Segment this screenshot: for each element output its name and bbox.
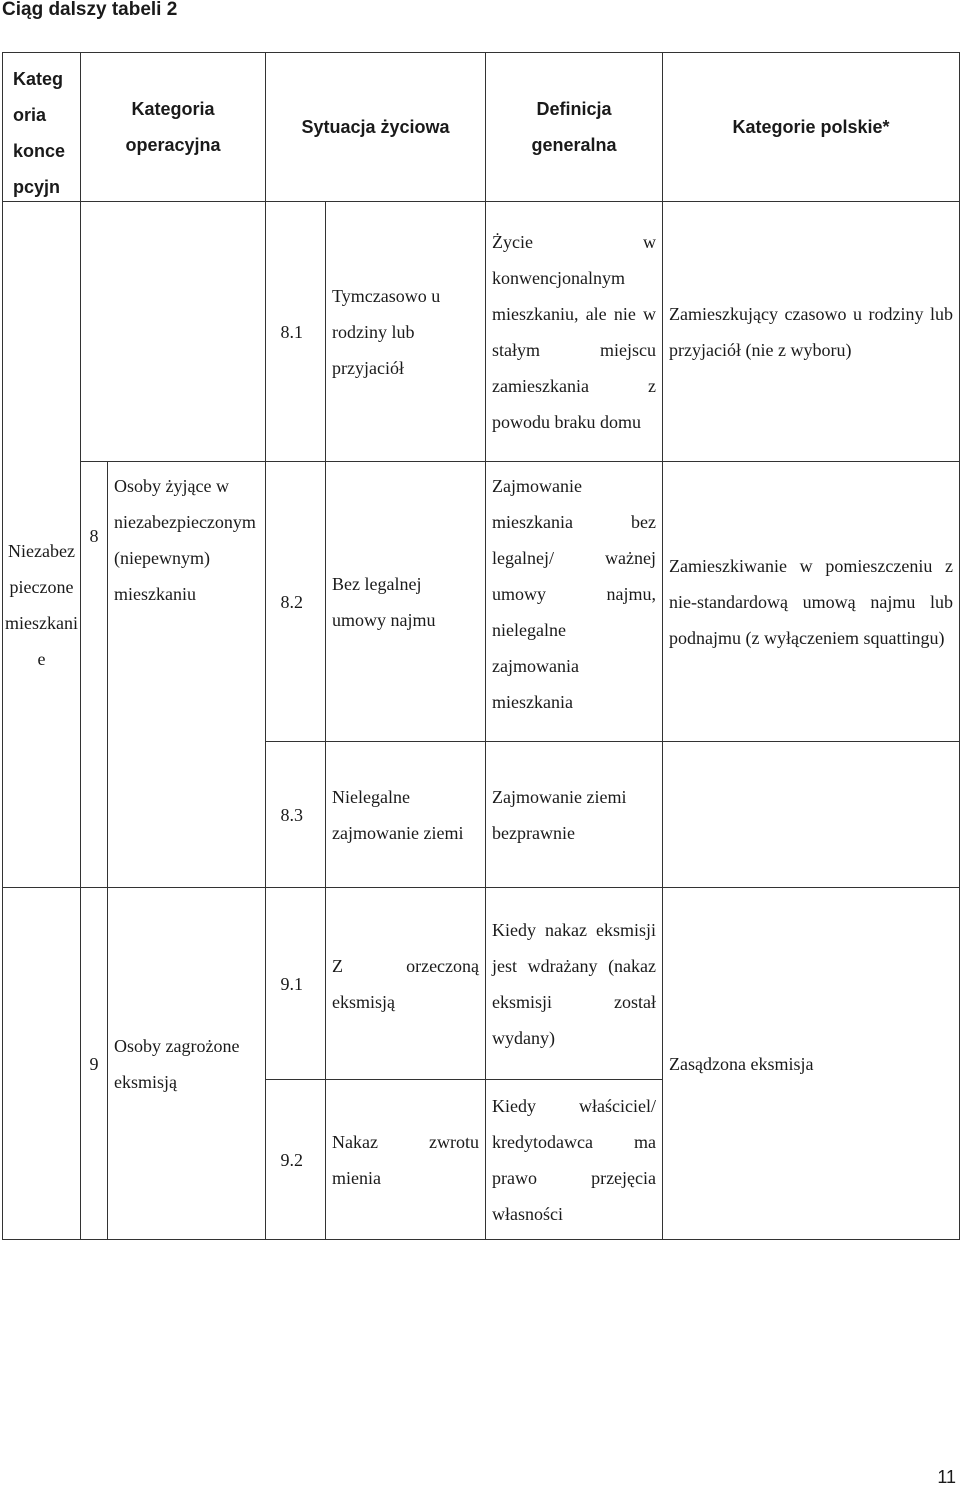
cell-operacyjna-8: Osoby żyjące w niezabezpieczonym (niepewnym) mieszkaniu <box>108 462 266 888</box>
cell-group-number-9: 9 <box>81 888 108 1240</box>
homelessness-category-table <box>2 52 960 1240</box>
cell-code-8-3: 8.3 <box>266 742 326 888</box>
cell-sytuacja-9-2: Nakaz zwrotu mienia <box>326 1080 486 1240</box>
cell-code-9-1: 9.1 <box>266 888 326 1080</box>
cell-definicja-8-1: Życie w konwencjonalnym mieszkaniu, ale nie w stałym miejscu zamieszkania z powodu braku domu <box>486 202 663 462</box>
cell-definicja-9-1: Kiedy nakaz eksmisji jest wdrażany (nakaz eksmisji został wydany) <box>486 888 663 1080</box>
cell-sytuacja-8-2: Bez legalnej umowy najmu <box>326 462 486 742</box>
cell-sytuacja-9-1: Z orzeczoną eksmisją <box>326 888 486 1080</box>
cell-polskie-8-1: Zamieszkujący czasowo u rodziny lub przyjaciół (nie z wyboru) <box>663 202 960 462</box>
table-header-row <box>3 53 960 202</box>
cell-operacyjna-9: Osoby zagrożone eksmisją <box>108 888 266 1240</box>
cell-polskie-8-3 <box>663 742 960 888</box>
cell-code-8-2: 8.2 <box>266 462 326 742</box>
cell-empty-concept-9 <box>3 888 81 1240</box>
cell-code-9-2: 9.2 <box>266 1080 326 1240</box>
header-sytuacja-zyciowa: Sytuacja życiowa <box>266 53 486 202</box>
header-definicja-generalna: Definicja generalna <box>486 53 663 202</box>
cell-empty-operacyjna <box>81 202 266 462</box>
cell-sytuacja-8-3: Nielegalne zajmowanie ziemi <box>326 742 486 888</box>
header-kategorie-polskie: Kategorie polskie* <box>663 53 960 202</box>
table-row <box>3 462 960 742</box>
cell-group-number-8: 8 <box>81 462 108 888</box>
cell-group-concept: Niezabezpieczone mieszkanie <box>3 202 81 888</box>
page-number: 11 <box>937 1467 956 1487</box>
cell-polskie-9: Zasądzona eksmisja <box>663 888 960 1240</box>
cell-definicja-9-2: Kiedy właściciel/ kredytodawca ma prawo przejęcia własności <box>486 1080 663 1240</box>
cell-definicja-8-2: Zajmowanie mieszkania bez legalnej/ ważnej umowy najmu, nielegalne zajmowania mieszkania <box>486 462 663 742</box>
cell-polskie-8-2: Zamieszkiwanie w pomieszczeniu z nie-standardową umową najmu lub podnajmu (z wyłączeniem squattingu) <box>663 462 960 742</box>
table-row <box>3 202 960 462</box>
header-kategoria-koncepcyjna: Kateg oria konce pcyjn <box>3 53 81 202</box>
cell-sytuacja-8-1: Tymczasowo u rodziny lub przyjaciół <box>326 202 486 462</box>
table-caption: Ciąg dalszy tabeli 2 <box>2 0 178 20</box>
cell-definicja-8-3: Zajmowanie ziemi bezprawnie <box>486 742 663 888</box>
table-row <box>3 888 960 1080</box>
cell-code-8-1: 8.1 <box>266 202 326 462</box>
header-kategoria-operacyjna: Kategoria operacyjna <box>81 53 266 202</box>
